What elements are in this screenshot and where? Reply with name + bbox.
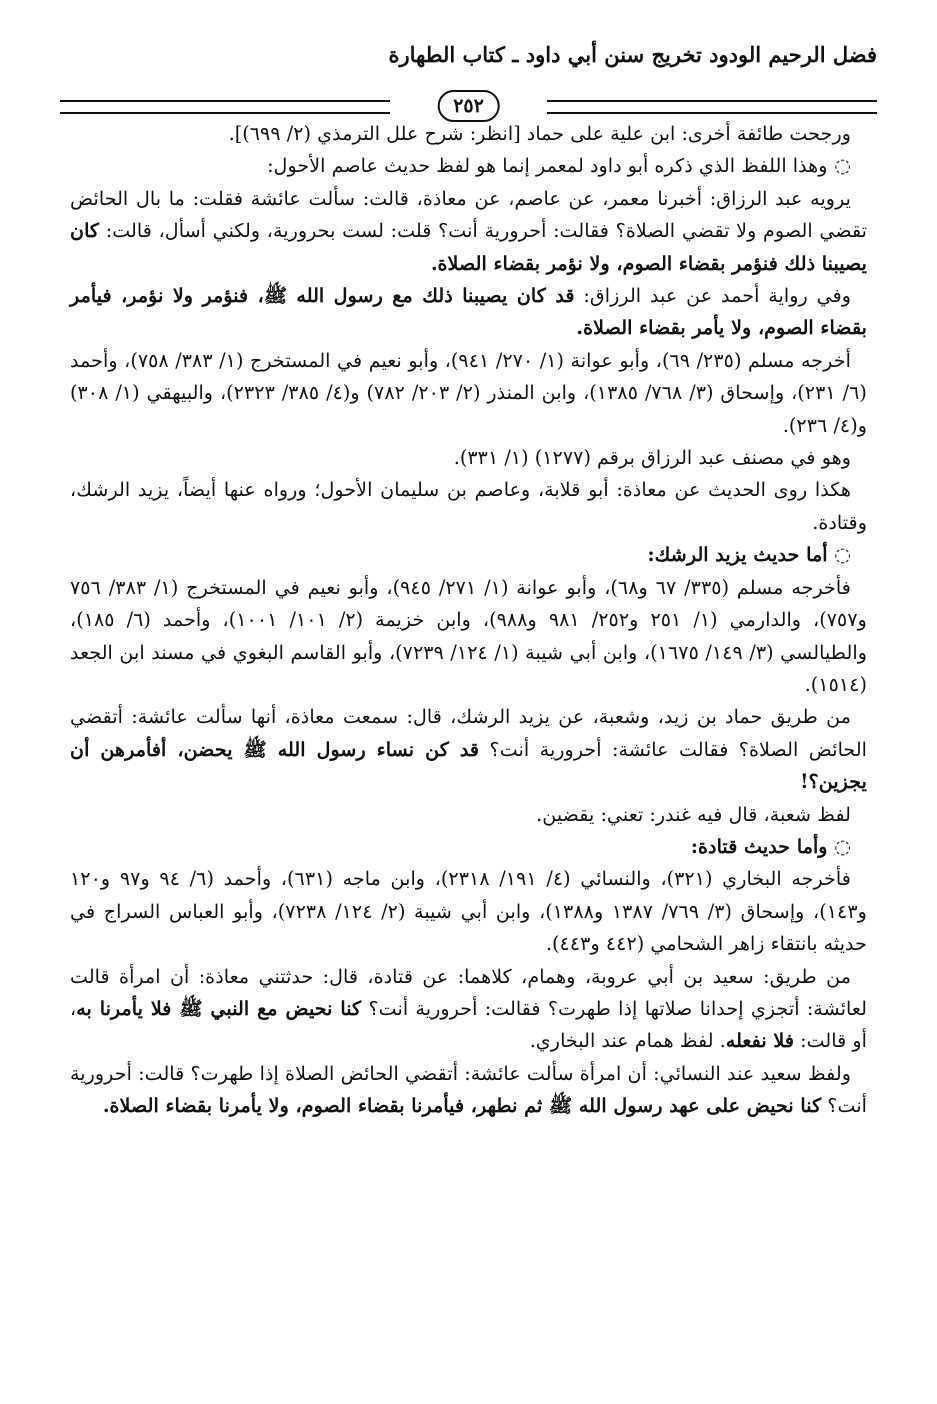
bold-text: ◌ وأما حديث قتادة: xyxy=(690,834,851,858)
paragraph xyxy=(70,863,867,960)
paragraph xyxy=(70,280,867,345)
bold-text: كنا نحيض مع النبي ﷺ فلا يأمرنا به xyxy=(76,996,362,1020)
text-run: أخرجه مسلم (٢٣٥/ ٦٩)، وأبو عوانة (١/ ٢٧٠/ ٩٤١)، وأبو نعيم في المستخرج (١/ ٣٨٣/ ٧٥٨)، وأحمد (٦/ ٢٣١)، وإسحاق (٣/ ٧٦٨/ ١٣٨٥)، وابن المنذر (٢/ ٢٠٣/ ٧٨٢) و(٤/ ٣٨٥/ ٢٣٢٣)، والبيهقي (١/ ٣٠٨) و(٤/ ٢٣٦). xyxy=(70,348,867,437)
paragraph xyxy=(70,150,867,182)
paragraph xyxy=(70,183,867,280)
paragraph xyxy=(70,961,867,1058)
text-run: ورجحت طائفة أخرى: ابن علية على حماد [انظر: شرح علل الترمذي (٢/ ٦٩٩)]. xyxy=(228,122,851,145)
paragraph xyxy=(70,118,867,150)
header-rule-left xyxy=(60,100,390,114)
page-header xyxy=(60,38,877,117)
text-run: يرويه عبد الرزاق: أخبرنا معمر، عن عاصم، عن معاذة، قالت: سألت عائشة فقلت: ما بال الحائض تقضي الصوم ولا تقضي الصلاة؟ فقالت: أحرورية أنت؟ قلت: لست بحرورية، ولكني أسأل، قالت: xyxy=(70,186,867,243)
header-rule-right xyxy=(547,100,877,114)
text-run: هكذا روى الحديث عن معاذة: أبو قلابة، وعاصم بن سليمان الأحول؛ ورواه عنها أيضاً، يزيد الرشك، وقتادة. xyxy=(70,478,867,534)
text-run: فأخرجه مسلم (٣٣٥/ ٦٧ و٦٨)، وأبو عوانة (١/ ٢٧١/ ٩٤٥)، وأبو نعيم في المستخرج (١/ ٣٨٣/ ٧٥٦ و٧٥٧)، والدارمي (١/ ٢٥١ و٢٥٢/ ٩٨١ و٩٨٨)، وابن خزيمة (٢/ ١٠١/ ١٠٠١)، وأحمد (٦/ ١٨٥)، والطيالسي (٣/ ١٤٩/ ١٦٧٥)، وابن أبي شيبة (١/ ١٢٤/ ٧٢٣٩)، وأبو القاسم البغوي في مسند ابن الجعد (١٥١٤). xyxy=(70,575,867,696)
paragraph xyxy=(70,701,867,798)
body-text xyxy=(70,118,867,1123)
running-title: فضل الرحيم الودود تخريج سنن أبي داود ـ كتاب الطهارة xyxy=(388,42,877,67)
bold-text: قد كان يصيبنا ذلك مع رسول الله ﷺ، فنؤمر ولا نؤمر، فيأمر بقضاء الصوم، ولا يأمر بقضاء الصلاة. xyxy=(70,284,867,340)
bold-text: ◌ أما حديث يزيد الرشك: xyxy=(647,543,851,567)
paragraph xyxy=(70,799,867,831)
bold-text: كان يصيبنا ذلك فنؤمر بقضاء الصوم، ولا نؤمر بقضاء الصلاة. xyxy=(70,219,867,275)
paragraph xyxy=(70,474,867,539)
page-number: ٢٥٢ xyxy=(437,90,500,122)
paragraph xyxy=(70,442,867,474)
bold-text: قد كن نساء رسول الله ﷺ يحضن، أفأمرهن أن يجزين؟! xyxy=(70,737,867,794)
bold-text: كنا نحيض على عهد رسول الله ﷺ ثم نطهر، فيأمرنا بقضاء الصوم، ولا يأمرنا بقضاء الصلاة. xyxy=(102,1094,822,1118)
paragraph xyxy=(70,831,867,863)
text-run: من طريق: سعيد بن أبي عروبة، وهمام، كلاهما: عن قتادة، قال: حدثتني معاذة: أن امرأة قالت لعائشة: أتجزي إحدانا صلاتها إذا طهرت؟ فقالت: أحرورية أنت؟ xyxy=(70,964,867,1020)
text-run: ، أو قالت: xyxy=(70,996,867,1053)
paragraph xyxy=(70,1058,867,1123)
text-run: . لفظ همام عند البخاري. xyxy=(529,1029,726,1053)
paragraph xyxy=(70,345,867,442)
text-run: من طريق حماد بن زيد، وشعبة، عن يزيد الرشك، قال: سمعت معاذة، أنها سألت عائشة: أتقضي الحائض الصلاة؟ فقالت عائشة: أحرورية أنت؟ xyxy=(70,705,867,761)
text-run: ولفظ سعيد عند النسائي: أن امرأة سألت عائشة: أتقضي الحائض الصلاة إذا طهرت؟ قالت: أحرورية أنت؟ xyxy=(70,1061,867,1118)
text-run: وفي رواية أحمد عن عبد الرزاق: xyxy=(574,284,852,308)
text-run: وهو في مصنف عبد الرزاق برقم (١٢٧٧) (١/ ٣٣١). xyxy=(453,446,851,470)
text-run: لفظ شعبة، قال فيه غندر: تعني: يقضين. xyxy=(536,802,851,826)
bold-text: ◌ xyxy=(827,154,851,178)
paragraph xyxy=(70,572,867,702)
text-run: فأخرجه البخاري (٣٢١)، والنسائي (٤/ ١٩١/ ٢٣١٨)، وابن ماجه (٦٣١)، وأحمد (٦/ ٩٤ و٩٧ و١٢٠ و١٤٣)، وإسحاق (٣/ ٧٦٩/ ١٣٨٧ و١٣٨٨)، وابن أبي شيبة (٢/ ١٢٤/ ٧٢٣٨)، وأبو العباس السراج في حديثه بانتقاء زاهر الشحامي (٤٤٢ و٤٤٣). xyxy=(70,867,867,956)
bold-text: فلا نفعله xyxy=(725,1029,795,1053)
paragraph xyxy=(70,539,867,571)
text-run: وهذا اللفظ الذي ذكره أبو داود لمعمر إنما هو لفظ حديث عاصم الأحول: xyxy=(267,154,828,178)
